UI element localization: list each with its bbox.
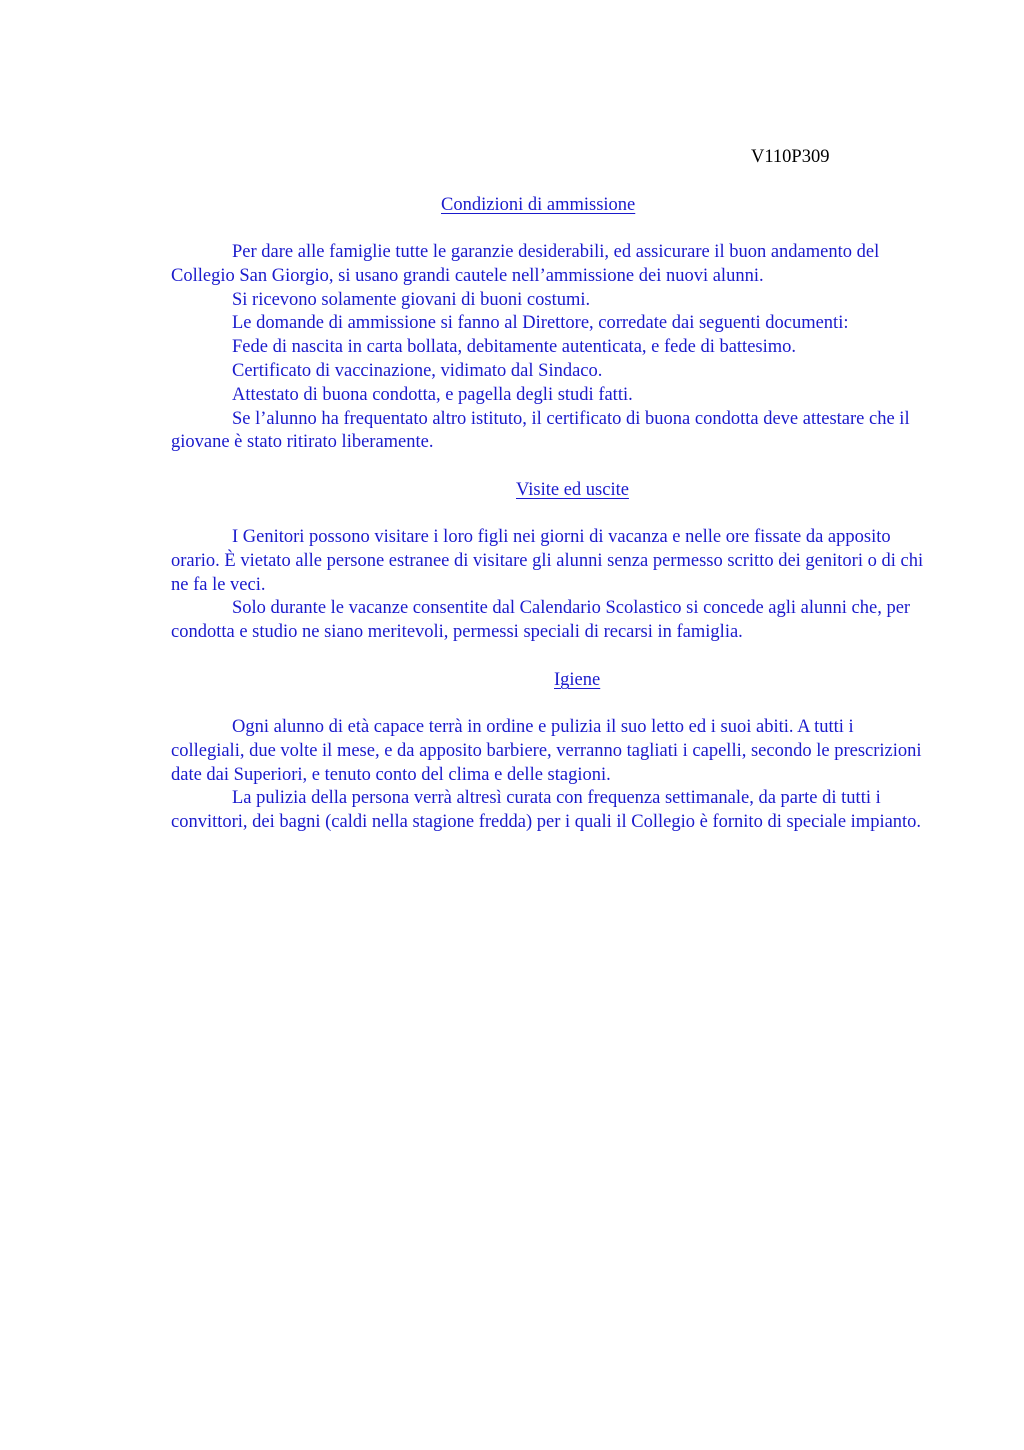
paragraph: Certificato di vaccinazione, vidimato dal Sindaco.	[232, 360, 603, 381]
paragraph: Ogni alunno di età capace terrà in ordine e pulizia il suo letto ed i suoi abiti. A tutti i collegiali, due volte il mese, e da apposito barbiere, verranno tagliati i capelli, secondo le prescrizioni date dai Superiori, e tenuto conto del clima e delle stagioni.	[171, 717, 922, 785]
paragraph: Se l’alunno ha frequentato altro istituto, il certificato di buona condotta deve attestare che il giovane è stato ritirato liberamente.	[171, 408, 910, 453]
paragraph: Fede di nascita in carta bollata, debitamente autenticata, e fede di battesimo.	[232, 337, 797, 358]
paragraph: I Genitori possono visitare i loro figli nei giorni di vacanza e nelle ore fissate da apposito orario. È vietato alle persone estranee di visitare gli alunni senza permesso scritto dei genitori o di chi ne fa le veci.	[171, 527, 924, 595]
paragraph: Attestato di buona condotta, e pagella degli studi fatti.	[232, 384, 633, 405]
section-body-visite-ed-uscite	[171, 526, 931, 645]
section-heading-condizioni-di-ammissione: Condizioni di ammissione	[441, 195, 636, 215]
paragraph: Solo durante le vacanze consentite dal Calendario Scolastico si concede agli alunni che, per condotta e studio ne siano meritevoli, permessi speciali di recarsi in famiglia.	[171, 598, 911, 643]
paragraph: Le domande di ammissione si fanno al Direttore, corredate dai seguenti documenti:	[232, 313, 849, 334]
section-heading-igiene: Igiene	[554, 670, 601, 690]
section-body-igiene	[171, 716, 931, 835]
section-body-condizioni-di-ammissione	[171, 241, 931, 455]
document-code: V110P309	[751, 147, 830, 167]
paragraph: Si ricevono solamente giovani di buoni costumi.	[232, 289, 591, 310]
paragraph: La pulizia della persona verrà altresì curata con frequenza settimanale, da parte di tutti i convittori, dei bagni (caldi nella stagione fredda) per i quali il Collegio è fornito di speciale impianto.	[171, 788, 922, 833]
paragraph: Per dare alle famiglie tutte le garanzie desiderabili, ed assicurare il buon andamento del Collegio San Giorgio, si usano grandi cautele nell’ammissione dei nuovi alunni.	[171, 242, 880, 286]
section-heading-visite-ed-uscite: Visite ed uscite	[516, 480, 629, 500]
